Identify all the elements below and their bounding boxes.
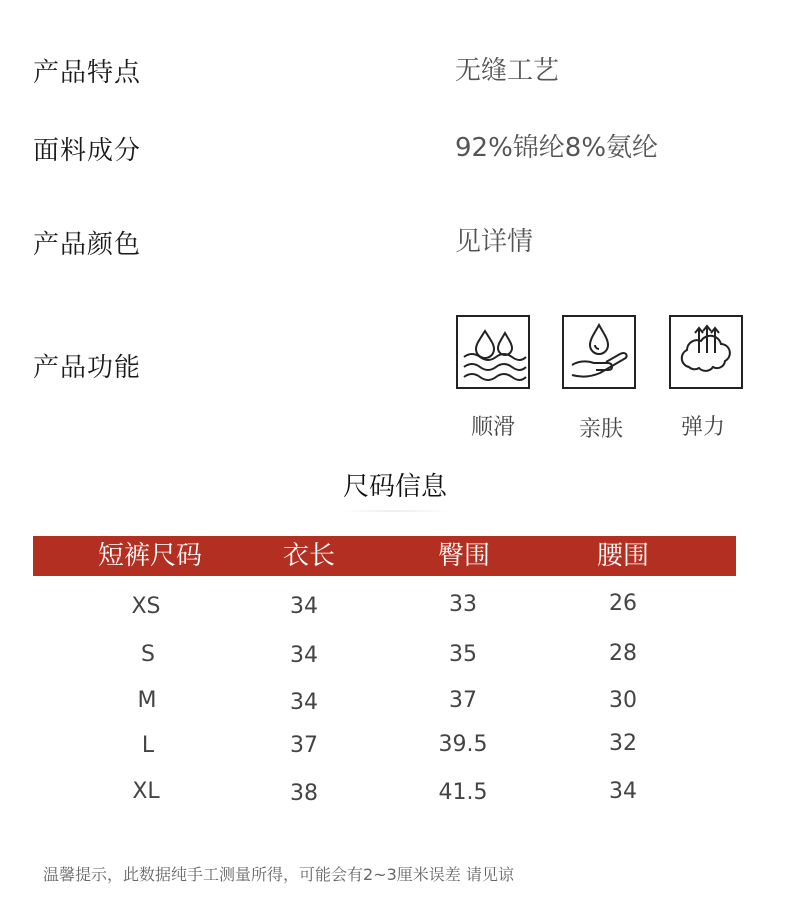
- title-divider: [340, 510, 450, 512]
- hand-droplet-icon: [562, 315, 636, 389]
- header-waist: 腰围: [596, 541, 649, 571]
- cell-waist: 32: [609, 731, 637, 756]
- cell-waist: 28: [609, 641, 637, 666]
- cell-length: 34: [290, 690, 318, 715]
- function-label-elastic: 弹力: [680, 415, 725, 440]
- cell-hip: 41.5: [438, 780, 488, 805]
- water-waves-icon: [456, 315, 530, 389]
- cell-size: XS: [131, 594, 161, 619]
- function-label-skin-friendly: 亲肤: [578, 417, 623, 442]
- spec-value-color: 见详情: [455, 227, 534, 257]
- cell-length: 34: [290, 643, 318, 668]
- footnote: 温馨提示，此数据纯手工测量所得，可能会有2~3厘米误差 请见谅: [43, 865, 514, 884]
- header-length: 衣长: [282, 541, 335, 571]
- spec-label-function: 产品功能: [33, 353, 142, 383]
- spec-value-feature: 无缝工艺: [455, 56, 560, 86]
- cell-size: L: [141, 733, 155, 758]
- cell-length: 37: [290, 733, 318, 758]
- spec-label-color: 产品颜色: [33, 230, 142, 260]
- cell-length: 38: [290, 781, 318, 806]
- spec-label-material: 面料成分: [33, 136, 142, 166]
- function-label-smooth: 顺滑: [470, 415, 515, 440]
- cell-hip: 33: [449, 592, 477, 617]
- cell-size: XL: [132, 779, 160, 804]
- cell-hip: 37: [449, 688, 477, 713]
- size-info-title: 尺码信息: [342, 472, 447, 502]
- cell-hip: 35: [449, 642, 477, 667]
- cell-waist: 30: [609, 688, 637, 713]
- cell-hip: 39.5: [438, 732, 488, 757]
- spec-label-feature: 产品特点: [33, 58, 142, 88]
- cell-waist: 34: [609, 779, 637, 804]
- spec-value-material: 92%锦纶8%氨纶: [455, 133, 659, 163]
- cell-waist: 26: [609, 591, 637, 616]
- cell-size: M: [137, 688, 157, 713]
- header-hip: 臀围: [437, 541, 490, 571]
- cell-size: S: [141, 642, 155, 667]
- cell-length: 34: [290, 594, 318, 619]
- size-table-header: [33, 536, 736, 576]
- cloud-arrows-icon: [669, 315, 743, 389]
- header-size: 短裤尺码: [97, 541, 202, 571]
